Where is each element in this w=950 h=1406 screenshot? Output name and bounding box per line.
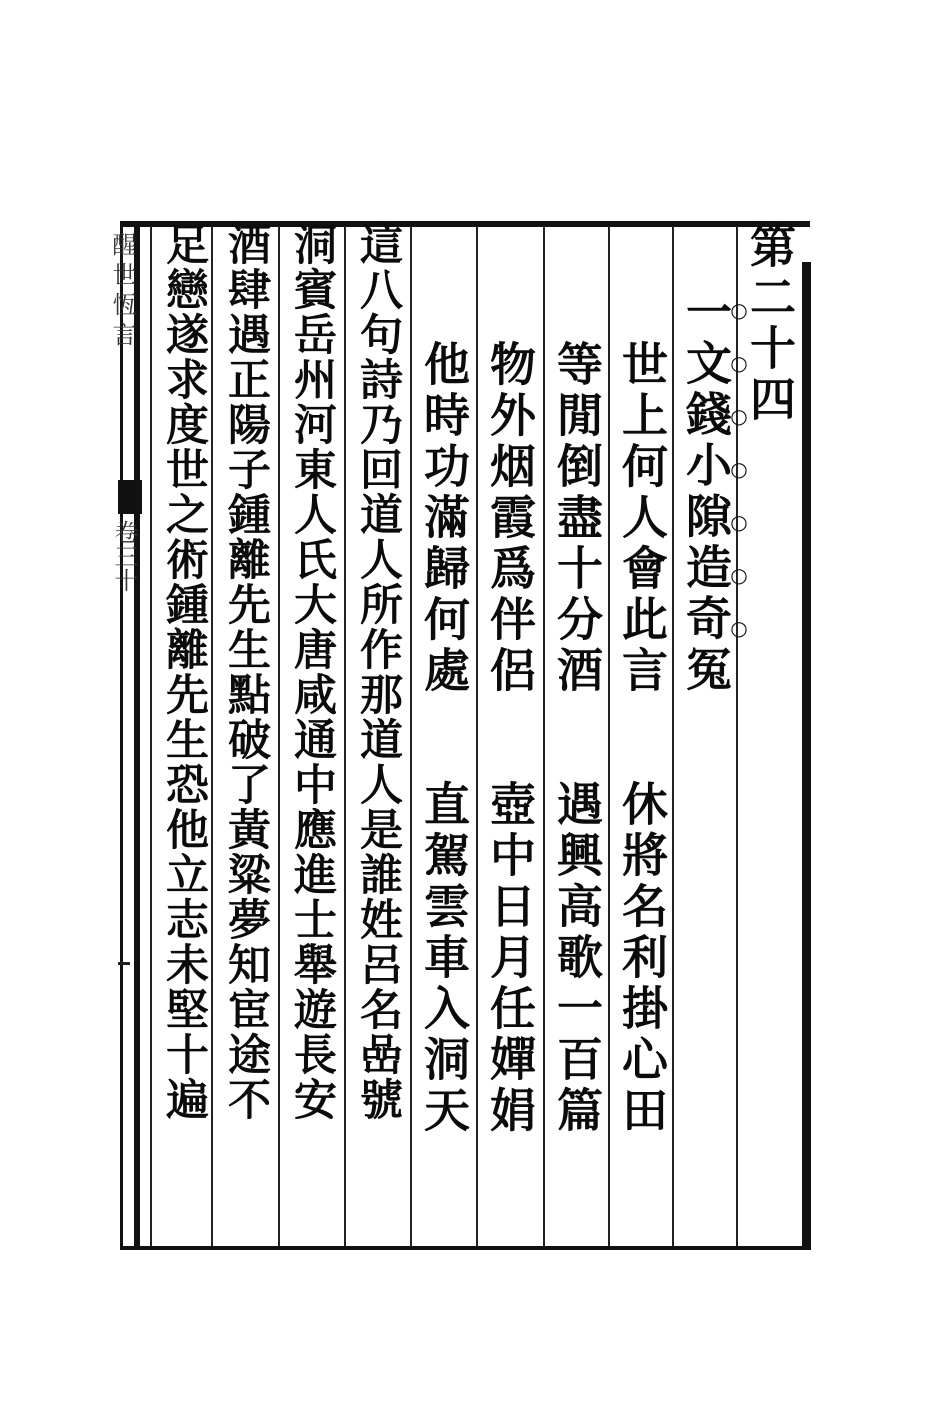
column-rule: [344, 226, 346, 1246]
column-rule: [608, 226, 610, 1246]
prose-line: 洞賓岳州河東人氏大唐咸通中應進士舉遊長安: [287, 222, 337, 1122]
column-rule: [278, 226, 280, 1246]
spine-fishtail-mark: [118, 480, 142, 514]
emphasis-circles: ○○○○○○○: [727, 298, 751, 669]
column-rule: [410, 226, 412, 1246]
poem-line: 遇興高歌一百篇: [550, 780, 604, 1137]
prose-line: 這八句詩乃回道人所作那道人是誰姓呂名嵒號: [353, 222, 403, 1122]
column-rule: [672, 226, 674, 1246]
poem-line: 休將名利掛心田: [615, 780, 669, 1137]
frame-left-border: [120, 221, 123, 1250]
column-rule: [150, 226, 152, 1246]
spine-bar: [134, 224, 140, 1246]
column-rule: [476, 226, 478, 1246]
spine-tick-mark: [118, 962, 130, 965]
chapter-title: 一文錢小隙造奇冤: [679, 288, 733, 696]
poem-line: 壺中日月任嬋娟: [483, 780, 537, 1137]
frame-bottom-border: [120, 1246, 810, 1250]
column-rule: [543, 226, 545, 1246]
frame-right-border: [802, 262, 811, 1250]
prose-line: 酒肆遇正陽子鍾離先生點破了黃粱夢知宦途不: [221, 222, 271, 1122]
poem-line: 等閒倒盡十分酒: [550, 340, 604, 697]
poem-line: 他時功滿歸何處: [417, 340, 471, 697]
chapter-heading: 第二十四: [743, 222, 797, 426]
spine-title: 醒世恆言: [108, 232, 136, 352]
poem-line: 物外烟霞爲伴侶: [483, 340, 537, 697]
poem-line: 直駕雲車入洞天: [417, 780, 471, 1137]
spine-leaf-number: 卷三十: [110, 520, 138, 592]
poem-line: 世上何人會此言: [615, 340, 669, 697]
prose-line: 足戀遂求度世之術鍾離先生恐他立志未堅十遍: [159, 222, 209, 1122]
